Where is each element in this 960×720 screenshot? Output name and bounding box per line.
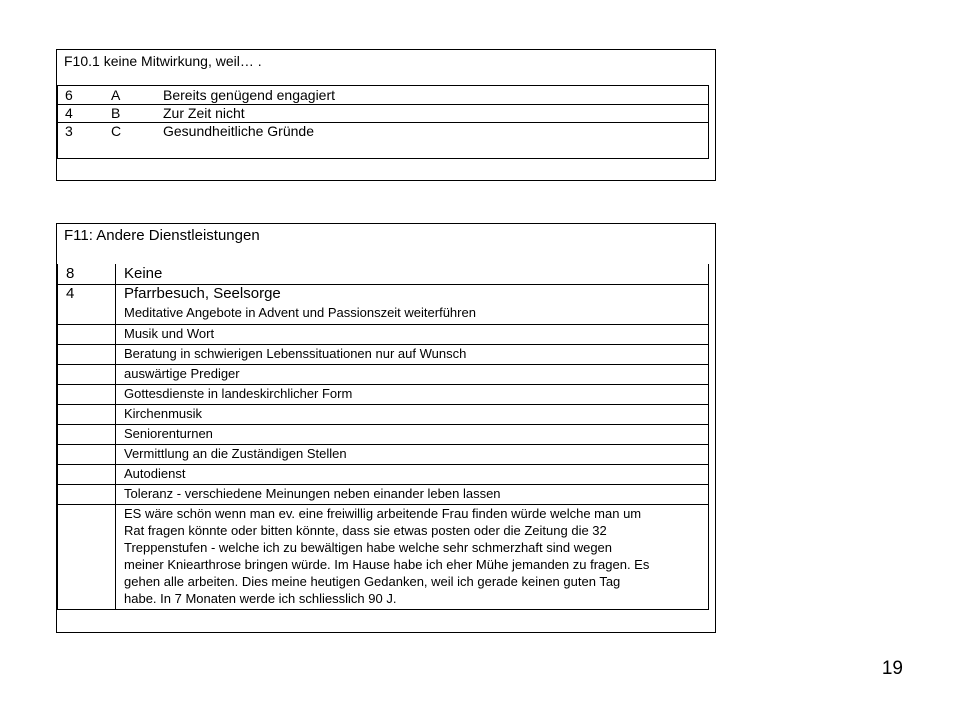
row-label: Pfarrbesuch, Seelsorge [124, 285, 281, 302]
comment-line: Treppenstufen - welche ich zu bewältigen habe welche sehr schmerzhaft sind wegen [124, 540, 613, 555]
table-f11-rows [57, 264, 709, 610]
table-row [58, 484, 708, 504]
table-f11-title: F11: Andere Dienstleistungen [64, 227, 260, 244]
table-f10-title: F10.1 keine Mitwirkung, weil… . [64, 53, 262, 69]
page-number: 19 [881, 658, 903, 679]
comment-line: meiner Kniearthrose bringen würde. Im Hause habe ich eher Mühe jemanden zu fragen. Es [124, 557, 650, 572]
row-label: Keine [124, 265, 163, 282]
table-row [58, 464, 708, 484]
table-row [58, 364, 708, 384]
table-f10 [56, 49, 716, 181]
row-label: Gottesdienste in landeskirchlicher Form [124, 386, 353, 401]
table-row [58, 264, 708, 284]
table-row-comment [58, 504, 708, 609]
row-label: Bereits genügend engagiert [163, 87, 336, 103]
table-row [58, 384, 708, 404]
row-code: A [111, 87, 121, 103]
table-row [58, 85, 708, 104]
row-label: Beratung in schwierigen Lebenssituationen nur auf Wunsch [124, 346, 467, 361]
row-label: Gesundheitliche Gründe [163, 123, 314, 139]
row-code: C [111, 123, 122, 139]
table-row [58, 344, 708, 364]
table-row [58, 122, 708, 157]
row-label: Musik und Wort [124, 326, 215, 341]
comment-line: Rat fragen könnte oder bitten könnte, dass sie etwas posten oder die Zeitung die 32 [124, 523, 607, 538]
comment-line: habe. In 7 Monaten werde ich schliesslich 90 J. [124, 591, 397, 606]
row-count: 6 [65, 87, 73, 103]
row-label: Autodienst [124, 466, 186, 481]
row-count: 8 [66, 265, 75, 282]
table-f11 [56, 223, 716, 633]
row-label: Kirchenmusik [124, 406, 203, 421]
row-count: 4 [66, 285, 75, 302]
table-row [58, 104, 708, 122]
row-label: Toleranz - verschiedene Meinungen neben einander leben lassen [124, 486, 501, 501]
table-row [58, 324, 708, 344]
table-row [58, 424, 708, 444]
row-label: Meditative Angebote in Advent und Passionszeit weiterführen [124, 305, 476, 320]
row-code: B [111, 105, 121, 121]
table-row [58, 284, 708, 324]
row-label: Zur Zeit nicht [163, 105, 245, 121]
row-label: auswärtige Prediger [124, 366, 240, 381]
row-count: 4 [65, 105, 73, 121]
row-label: Seniorenturnen [124, 426, 213, 441]
table-f10-rows [57, 85, 709, 159]
table-row [58, 444, 708, 464]
table-row [58, 404, 708, 424]
comment-line: gehen alle arbeiten. Dies meine heutigen Gedanken, weil ich gerade keinen guten Tag [124, 574, 621, 589]
row-count: 3 [65, 123, 73, 139]
comment-line: ES wäre schön wenn man ev. eine freiwillig arbeitende Frau finden würde welche man um [124, 506, 642, 521]
row-label: Vermittlung an die Zuständigen Stellen [124, 446, 347, 461]
